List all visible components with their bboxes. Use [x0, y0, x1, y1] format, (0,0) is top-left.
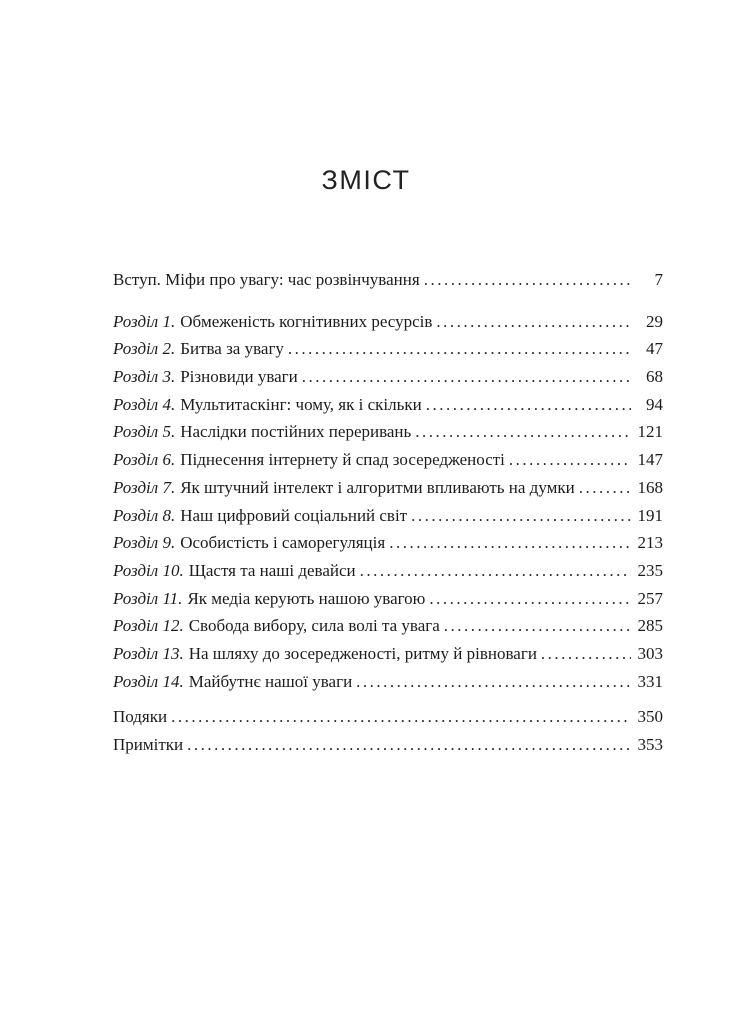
toc-entry-prefix: Розділ 1. — [113, 311, 176, 331]
toc-entry-page: 285 — [637, 616, 663, 636]
toc-entry-title: Примітки — [113, 735, 184, 754]
toc-entry-title: Мультитаскінг: чому, як і скільки — [180, 394, 422, 414]
toc-entry-prefix: Розділ 5. — [113, 422, 176, 442]
leader-dots — [288, 335, 631, 363]
leader-dots — [187, 731, 631, 759]
toc-entry-prefix: Розділ 2. — [113, 339, 176, 359]
toc-entry-page: 121 — [637, 422, 663, 442]
toc-entry-page: 213 — [637, 533, 663, 553]
leader-dots — [171, 703, 631, 731]
leader-dots — [424, 266, 631, 294]
toc-entry-page: 29 — [646, 311, 663, 331]
toc-entry-prefix: Розділ 11. — [113, 588, 183, 608]
toc-entry-title: Різновиди уваги — [180, 367, 298, 387]
toc-entry-page: 191 — [637, 505, 663, 525]
toc-entry-title: Вступ. Міфи про увагу: час розвінчування — [113, 270, 420, 289]
toc-entry-title: Як медіа керують нашою увагою — [187, 588, 426, 608]
leader-dots — [360, 557, 631, 585]
toc-entry-page: 331 — [637, 671, 663, 691]
leader-dots — [302, 363, 631, 391]
toc-entry-title: Подяки — [113, 707, 168, 727]
toc-entry-page: 257 — [637, 588, 663, 608]
toc-entry-prefix: Розділ 6. — [113, 450, 176, 470]
toc-entry-page: 168 — [637, 477, 663, 497]
toc-entry-chapter-11 — [113, 585, 663, 613]
toc-entry-page: 94 — [646, 394, 663, 414]
leader-dots — [444, 612, 631, 640]
toc-entry-title: Обмеженість когнітивних ресурсів — [180, 311, 433, 331]
toc-entry-chapter-13 — [113, 640, 663, 668]
toc-entry-acknowledgments — [113, 703, 663, 731]
toc-entry-prefix: Розділ 4. — [113, 394, 176, 414]
leader-dots — [411, 502, 631, 530]
toc-entry-chapter-2 — [113, 335, 663, 363]
toc-entry-notes — [113, 731, 663, 759]
toc-entry-prefix: Розділ 12. — [113, 616, 184, 636]
leader-dots — [541, 640, 631, 668]
leader-dots — [579, 474, 631, 502]
toc-entry-chapter-6 — [113, 446, 663, 474]
leader-dots — [389, 529, 631, 557]
toc-entry-title: Битва за увагу — [180, 339, 284, 359]
toc-entry-chapter-12 — [113, 612, 663, 640]
leader-dots — [356, 668, 631, 696]
leader-dots — [426, 391, 631, 419]
toc-entry-chapter-14 — [113, 668, 663, 696]
toc-entry-page: 235 — [637, 560, 663, 580]
toc-entry-title: Щастя та наші девайси — [188, 560, 356, 580]
toc-entry-chapter-10 — [113, 557, 663, 585]
toc-entry-chapter-7 — [113, 474, 663, 502]
toc-entry-prefix: Розділ 8. — [113, 505, 176, 525]
toc-entry-prefix: Розділ 10. — [113, 560, 184, 580]
toc-entry-chapter-4 — [113, 391, 663, 419]
toc-entry-title: Піднесення інтернету й спад зосередженості — [180, 450, 505, 470]
toc-entry-prefix: Розділ 3. — [113, 367, 176, 387]
toc-entry-chapter-8 — [113, 502, 663, 530]
page-title: ЗМІСТ — [321, 165, 411, 195]
toc-entry-title: Особистість і саморегуляція — [180, 533, 386, 553]
toc-entry-chapter-3 — [113, 363, 663, 391]
toc-entry-chapter-9 — [113, 529, 663, 557]
toc-entry-page: 7 — [654, 270, 663, 289]
toc-entry-prefix: Розділ 9. — [113, 533, 176, 553]
toc-entry-title: Майбутнє нашої уваги — [188, 671, 353, 691]
toc-entry-title: Як штучний інтелект і алгоритми впливають на думки — [180, 477, 575, 497]
toc-entry-chapter-5 — [113, 418, 663, 446]
toc-entry-page: 47 — [646, 339, 663, 359]
toc-entry-title: Наш цифровий соціальний світ — [180, 505, 408, 525]
leader-dots — [429, 585, 631, 613]
toc-entry-page: 147 — [637, 450, 663, 470]
toc-entry-prefix: Розділ 14. — [113, 671, 184, 691]
toc-entry-title: На шляху до зосередженості, ритму й рівноваги — [188, 643, 537, 663]
toc-entry-page: 350 — [637, 707, 663, 727]
toc-entry-prefix: Розділ 13. — [113, 643, 184, 663]
toc-entry-chapter-1 — [113, 308, 663, 336]
toc-entry-page: 303 — [637, 643, 663, 663]
toc-entry-prefix: Розділ 7. — [113, 477, 176, 497]
leader-dots — [436, 308, 631, 336]
toc-entry-intro — [113, 266, 663, 294]
leader-dots — [509, 446, 631, 474]
toc-entry-title: Свобода вибору, сила волі та увага — [188, 616, 440, 636]
toc-entry-page: 353 — [637, 735, 663, 754]
toc-entry-page: 68 — [646, 367, 663, 387]
table-of-contents — [113, 266, 663, 759]
leader-dots — [415, 418, 631, 446]
toc-entry-title: Наслідки постійних переривань — [180, 422, 412, 442]
